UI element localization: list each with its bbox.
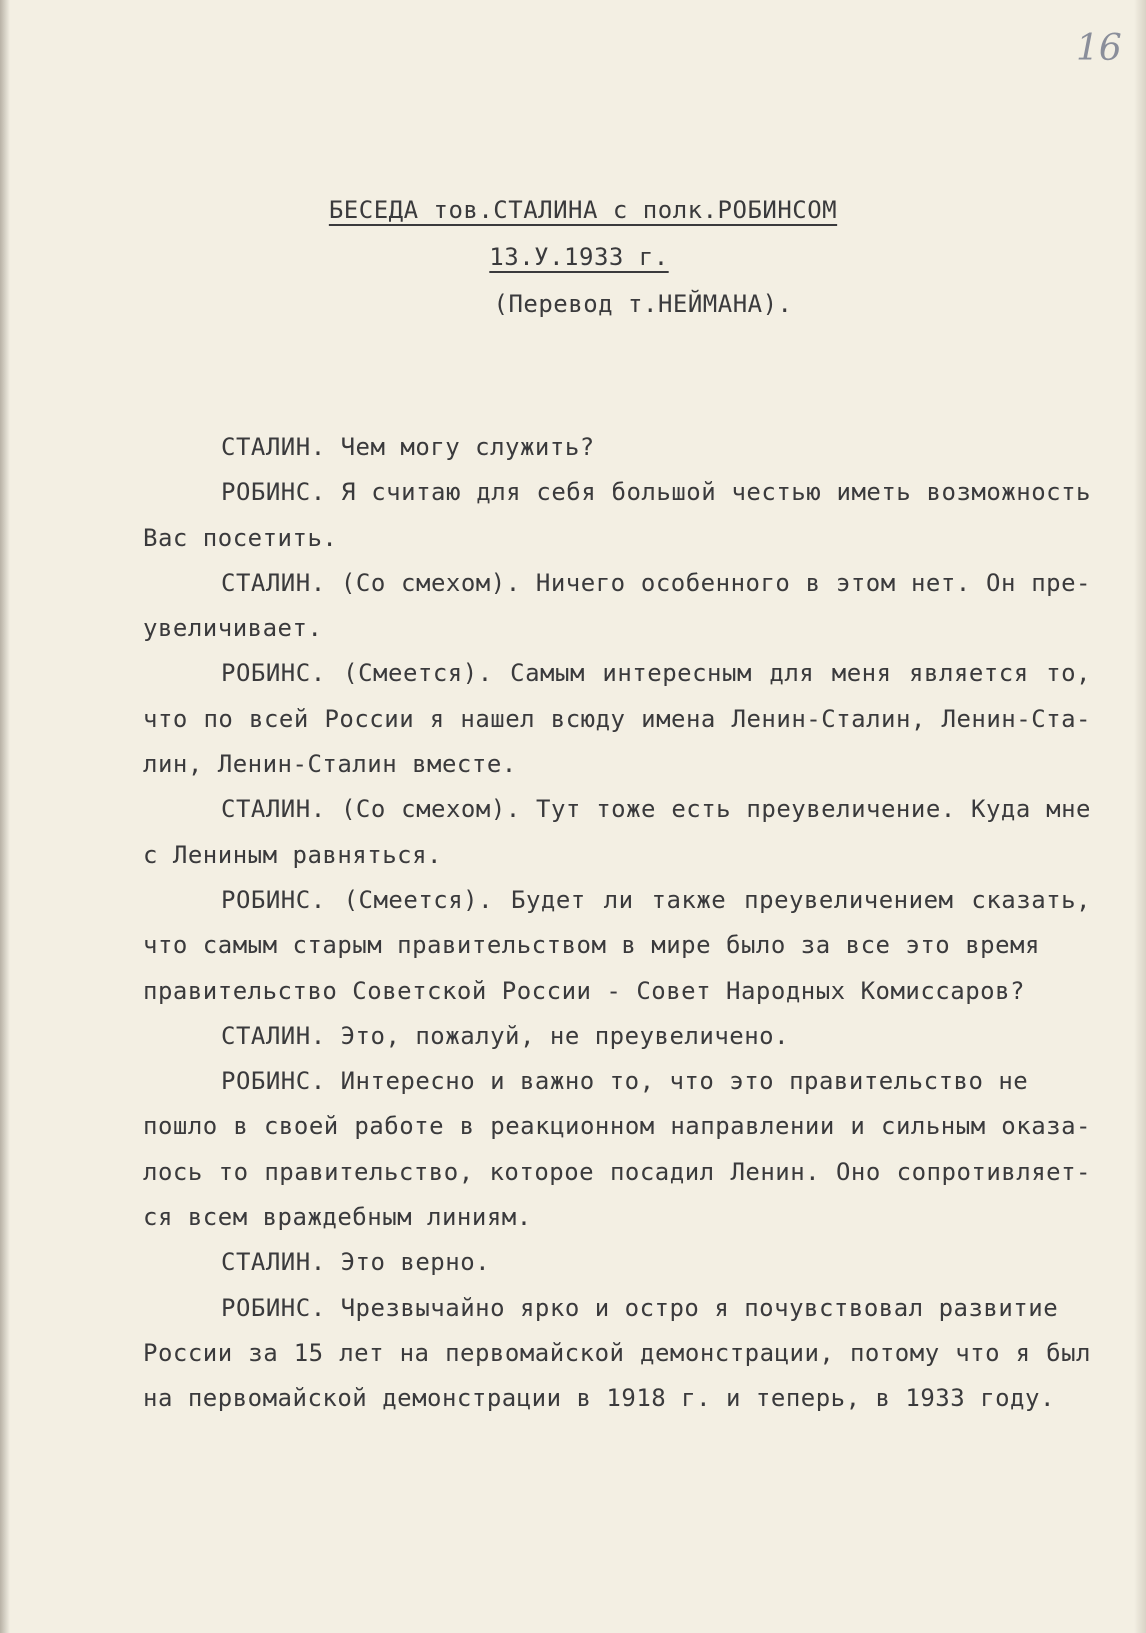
text-line: РОБИНС. Я считаю для себя большой честью иметь возможность [221, 478, 1091, 507]
text-line: лось то правительство, которое посадил Ленин. Оно сопротивляет- [143, 1157, 1091, 1186]
text-line: РОБИНС. (Смеется). Самым интересным для меня является то, [221, 659, 1091, 688]
text-line: пошло в своей работе в реакционном направлении и сильным оказа- [143, 1112, 1091, 1141]
text-line: СТАЛИН. Чем могу служить? [221, 433, 595, 461]
text-line: с Лениным равняться. [143, 840, 442, 869]
text-line: РОБИНС. (Смеется). Будет ли также преувеличением сказать, [221, 885, 1091, 914]
text-line: РОБИНС. Интересно и важно то, что это правительство не [221, 1067, 1029, 1096]
text-line: увеличивает. [143, 614, 323, 643]
text-line: что самым старым правительством в мире было за все это время [143, 931, 1040, 960]
page-number: 16 [1076, 28, 1122, 69]
text-line: правительство Советской России - Совет Народных Комиссаров? [143, 976, 1026, 1005]
text-line: лин, Ленин-Сталин вместе. [143, 750, 517, 779]
text-line: СТАЛИН. Это, пожалуй, не преувеличено. [221, 1021, 790, 1050]
document-date [6, 243, 1146, 271]
text-line: СТАЛИН. (Со смехом). Ничего особенного в этом нет. Он пре- [221, 568, 1091, 597]
document-title-text: БЕСЕДА тов.СТАЛИНА с полк.РОБИНСОМ [328, 196, 838, 224]
document-date-text: 13.У.1933 г. [489, 243, 669, 271]
text-line: что по всей России я нашел всюду имена Ленин-Сталин, Ленин-Ста- [143, 704, 1091, 733]
text-line: Вас посетить. [143, 523, 338, 552]
document-body [143, 425, 1091, 1422]
text-line: СТАЛИН. (Со смехом). Тут тоже есть преувеличение. Куда мне [221, 795, 1091, 824]
document-title [10, 196, 1146, 224]
text-line: России за 15 лет на первомайской демонстрации, потому что я был [143, 1338, 1091, 1367]
text-line: СТАЛИН. Это верно. [221, 1248, 491, 1277]
text-line: РОБИНС. Чрезвычайно ярко и остро я почувствовал развитие [221, 1293, 1059, 1322]
text-line: на первомайской демонстрации в 1918 г. и теперь, в 1933 году. [143, 1384, 1055, 1413]
text-line: ся всем враждебным линиям. [143, 1203, 532, 1232]
document-translator-note: (Перевод т.НЕЙМАНА). [493, 290, 793, 318]
